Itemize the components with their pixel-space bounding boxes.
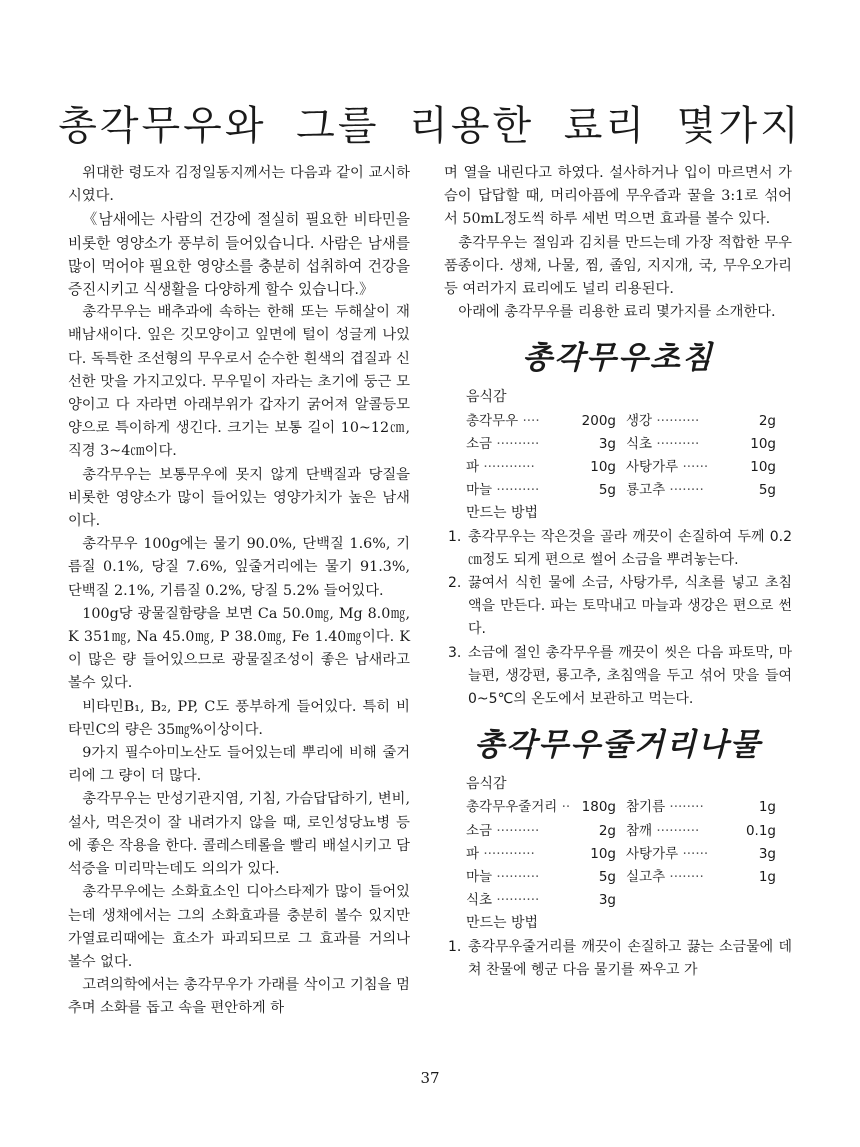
ingredient-row — [466, 866, 776, 889]
leader-dots: ······ — [682, 459, 709, 476]
ingredient-cell — [626, 889, 776, 912]
body-paragraph: 9가지 필수아미노산도 들어있는데 뿌리에 비해 줄거리에 그 량이 더 많다. — [68, 745, 410, 785]
step-number: 1. — [448, 938, 462, 955]
ingredient-amount: 2g — [598, 822, 616, 839]
ingredient-cell — [626, 796, 776, 819]
ingredient-cell — [466, 889, 626, 912]
ingredient-cell — [466, 843, 626, 866]
ingredient-cell — [466, 479, 626, 502]
ingredient-name: 룡고추 — [626, 482, 666, 499]
ingredient-cell — [466, 433, 626, 456]
continued-paragraph: 며 열을 내린다고 하였다. 설사하거나 입이 마르면서 가슴이 답답할 때, 머리아픔에 무우즙과 꿀을 3:1로 섞어서 50mL정도씩 하루 세번 먹으면 효과를 볼수 있다. — [444, 165, 792, 228]
leader-dots: ·········· — [656, 435, 700, 452]
ingredient-name: 소금 — [466, 822, 493, 839]
ingredient-amount: 2g — [758, 412, 776, 429]
ingredient-cell — [626, 433, 776, 456]
ingredient-name: 식초 — [466, 892, 493, 909]
ingredient-name: 식초 — [626, 435, 653, 452]
ingredient-cell — [626, 843, 776, 866]
ingredient-row — [466, 479, 776, 502]
ingredient-name: 사탕가루 — [626, 845, 679, 862]
leader-dots: ········ — [669, 869, 704, 886]
leader-dots: ·········· — [656, 412, 700, 429]
step-text: 총각무우는 작은것을 골라 깨끗이 손질하여 두께 0.2㎝정도 되게 편으로 썰어 소금을 뿌려놓는다. — [468, 528, 792, 568]
ingredient-row — [466, 410, 776, 433]
ingredient-row — [466, 843, 776, 866]
ingredient-amount: 5g — [758, 482, 776, 499]
method-step — [444, 642, 792, 712]
ingredient-cell — [466, 410, 626, 433]
step-number: 1. — [448, 528, 462, 545]
ingredient-amount: 10g — [750, 435, 776, 452]
ingredient-cell — [626, 456, 776, 479]
body-paragraph: 고려의학에서는 총각무우가 가래를 삭이고 기침을 멈추며 소화를 돕고 속을 편안하게 하 — [68, 977, 410, 1017]
ingredient-name: 총각무우 — [466, 412, 519, 429]
right-column — [444, 162, 792, 982]
body-paragraph: 총각무우는 보통무우에 못지 않게 단백질과 당질을 비롯한 영양소가 많이 들어있는 영양가치가 높은 남새이다. — [68, 466, 410, 530]
ingredient-amount: 3g — [598, 435, 616, 452]
body-paragraph: 아래에 총각무우를 리용한 료리 몇가지를 소개한다. — [458, 304, 776, 321]
ingredient-row — [466, 820, 776, 843]
recipe-title: 총각무우초침 — [522, 340, 714, 377]
ingredient-name: 생강 — [626, 412, 653, 429]
ingredient-amount: 3g — [598, 892, 616, 909]
ingredient-cell — [626, 479, 776, 502]
article-title: 총각무우와 그를 리용한 료리 몇가지 — [58, 103, 802, 149]
ingredient-row — [466, 456, 776, 479]
ingredient-amount: 180g — [581, 799, 616, 816]
ingredient-name: 참깨 — [626, 822, 653, 839]
leader-dots: ············ — [483, 459, 535, 476]
ingredient-name: 총각무우줄거리 — [466, 799, 558, 816]
leader-dots: ···· — [522, 412, 540, 429]
ingredient-cell — [466, 456, 626, 479]
left-column — [68, 162, 410, 1021]
ingredient-cell — [466, 866, 626, 889]
page-number: 37 — [420, 1069, 440, 1087]
body-paragraph: 비타민B₁, B₂, PP, C도 풍부하게 들어있다. 특히 비타민C의 량은 35㎎%이상이다. — [68, 698, 410, 738]
method-label: 만드는 방법 — [466, 505, 539, 522]
method-steps — [444, 936, 792, 982]
leader-dots: ·········· — [496, 435, 540, 452]
body-paragraph: 총각무우는 만성기관지염, 기침, 가슴답답하기, 변비, 설사, 먹은것이 잘 내려가지 않을 때, 로인성당뇨병 등에 좋은 작용을 한다. 콜레스테롤을 빨리 배설시키고 담석증을 미리막는데도 의의가 있다. — [68, 791, 410, 878]
ingredient-row — [466, 796, 776, 819]
method-step — [444, 936, 792, 982]
method-label: 만드는 방법 — [466, 915, 539, 932]
ingredient-amount: 1g — [758, 869, 776, 886]
ingredient-amount: 200g — [581, 412, 616, 429]
ingredients-label: 음식감 — [466, 389, 507, 406]
ingredient-cell — [626, 866, 776, 889]
ingredient-amount: 5g — [598, 869, 616, 886]
leader-dots: ············ — [483, 845, 535, 862]
ingredient-name: 소금 — [466, 435, 493, 452]
ingredient-name: 사탕가루 — [626, 459, 679, 476]
ingredient-name: 마늘 — [466, 482, 493, 499]
ingredient-cell — [466, 820, 626, 843]
ingredients-table — [466, 410, 776, 503]
ingredient-name: 파 — [466, 845, 480, 862]
ingredient-amount: 1g — [758, 799, 776, 816]
method-step — [444, 526, 792, 572]
ingredient-name: 참기름 — [626, 799, 666, 816]
step-number: 3. — [448, 644, 462, 661]
body-paragraph: 총각무우는 절임과 김치를 만드는데 가장 적합한 무우품종이다. 생채, 나물, 찜, 졸임, 지지개, 국, 무우오가리 등 여러가지 료리에도 널리 리용된다. — [444, 234, 792, 298]
leader-dots: ········ — [669, 799, 704, 816]
body-paragraph: 총각무우는 배추과에 속하는 한해 또는 두해살이 재배남새이다. 잎은 깃모양이고 잎면에 털이 성글게 나있다. 독특한 조선형의 무우로서 순수한 흰색의 겹질과 신선한 맛을 가지고있다. 무우밑이 자라는 초기에 둥근 모양이고 다 자라면 아래부위가 갑자기 굵어져 알콜등모양으로 특이하게 생긴다. 크기는 보통 길이 10~12㎝, 직경 3~4㎝이다. — [68, 304, 410, 460]
leader-dots: ·········· — [496, 822, 540, 839]
ingredient-cell — [626, 820, 776, 843]
body-paragraph: 총각무우에는 소화효소인 디아스타제가 많이 들어있는데 생채에서는 그의 소화효과를 충분히 볼수 있지만 가열료리때에는 효소가 파괴되므로 그 효과를 거의나 볼수 없다. — [68, 884, 410, 970]
body-paragraph: 100g당 광물질함량을 보면 Ca 50.0㎎, Mg 8.0㎎, K 351㎎, Na 45.0㎎, P 38.0㎎, Fe 1.40㎎이다. K이 많은 량 들어있으므로 광물질조성이 좋은 남새라고 볼수 있다. — [68, 605, 410, 692]
ingredient-row — [466, 433, 776, 456]
ingredients-table — [466, 796, 776, 912]
step-number: 2. — [448, 575, 462, 592]
recipe-title: 총각무우줄거리나물 — [474, 727, 762, 764]
leader-dots: ·· — [561, 799, 571, 816]
ingredient-amount: 0.1g — [745, 822, 776, 839]
ingredient-amount: 10g — [590, 845, 616, 862]
step-text: 총각무우줄거리를 깨끗이 손질하고 끓는 소금물에 데쳐 찬물에 헹군 다음 물기를 짜우고 가 — [468, 938, 792, 978]
quote-paragraph: 《남새에는 사람의 건강에 절실히 필요한 비타민을 비롯한 영양소가 풍부히 들어있습니다. 사람은 남새를 많이 먹어야 필요한 영양소를 충분히 섭취하여 건강을 증진시키고 식생활을 다양하게 할수 있습니다.》 — [68, 211, 410, 299]
ingredient-name: 파 — [466, 459, 480, 476]
method-steps — [444, 526, 792, 712]
method-step — [444, 572, 792, 642]
ingredient-row — [466, 889, 776, 912]
leader-dots: ·········· — [656, 822, 700, 839]
ingredient-amount: 10g — [750, 459, 776, 476]
leader-dots: ········ — [669, 482, 704, 499]
leader-dots: ·········· — [496, 869, 540, 886]
ingredient-amount: 5g — [598, 482, 616, 499]
intro-paragraph: 위대한 령도자 김정일동지께서는 다음과 같이 교시하시였다. — [68, 165, 410, 205]
ingredient-cell — [466, 796, 626, 819]
leader-dots: ·········· — [496, 482, 540, 499]
leader-dots: ·········· — [496, 892, 540, 909]
leader-dots: ······ — [682, 845, 709, 862]
step-text: 끓여서 식힌 물에 소금, 사탕가루, 식초를 넣고 초침액을 만든다. 파는 토막내고 마늘과 생강은 편으로 썬다. — [468, 575, 792, 638]
ingredient-name: 마늘 — [466, 869, 493, 886]
ingredient-cell — [626, 410, 776, 433]
ingredient-amount: 10g — [590, 459, 616, 476]
step-text: 소금에 절인 총각무우를 깨끗이 씻은 다음 파토막, 마늘편, 생강편, 룡고추, 초침액을 두고 섞어 맛을 들여 0~5℃의 온도에서 보관하고 먹는다. — [468, 644, 792, 708]
body-paragraph: 총각무우 100g에는 물기 90.0%, 단백질 1.6%, 기름질 0.1%, 당질 7.6%, 잎줄거리에는 물기 91.3%, 단백질 2.1%, 기름질 0.2%, 당질 5.2% 들어있다. — [68, 536, 410, 599]
ingredient-amount: 3g — [758, 845, 776, 862]
ingredients-label: 음식감 — [466, 776, 507, 793]
ingredient-name: 실고추 — [626, 869, 666, 886]
